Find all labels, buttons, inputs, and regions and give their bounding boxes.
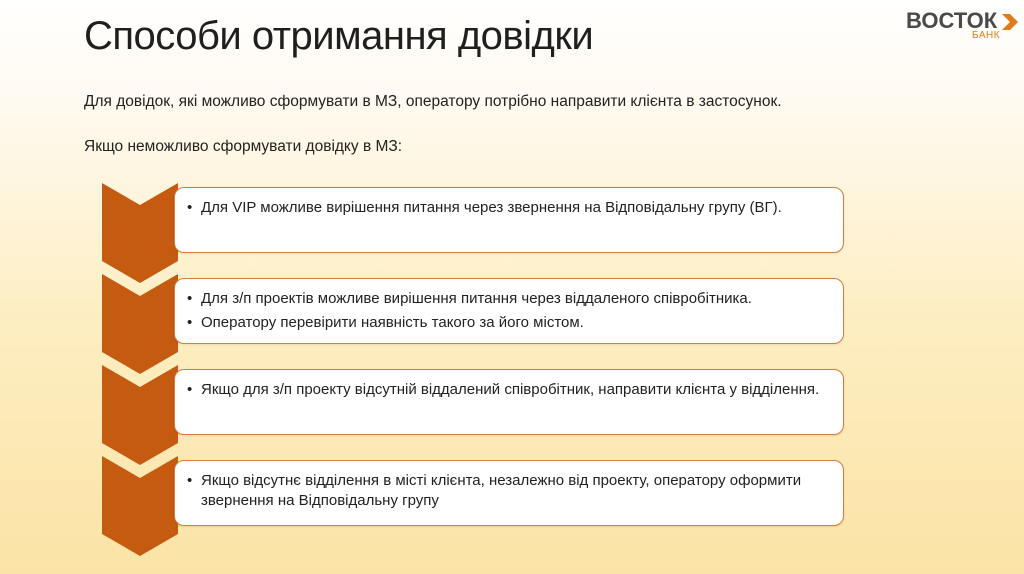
- page-title: Способи отримання довідки: [84, 14, 594, 58]
- step-box: [174, 278, 844, 344]
- chevron-down-icon: [102, 183, 178, 283]
- step-4: [102, 456, 848, 548]
- chevron-down-icon: [102, 274, 178, 374]
- logo-arrow-icon: [1000, 12, 1020, 32]
- step-box: [174, 369, 844, 435]
- intro-text: Для довідок, які можливо сформувати в МЗ, оператору потрібно направити клієнта в застосунок.: [84, 93, 782, 110]
- step-3: [102, 365, 848, 457]
- vostok-bank-logo: [906, 8, 1016, 48]
- step-2: [102, 274, 848, 366]
- step-bullet: • Оператору перевірити наявність такого за його містом.: [187, 313, 829, 333]
- step-bullet: • Для VIP можливе вирішення питання через звернення на Відповідальну групу (ВГ).: [187, 198, 829, 218]
- step-bullet: • Для з/п проектів можливе вирішення питання через віддаленого співробітника.: [187, 289, 829, 309]
- step-box: [174, 460, 844, 526]
- step-1: [102, 183, 848, 275]
- step-bullet: • Якщо для з/п проекту відсутній віддалений співробітник, направити клієнта у відділення.: [187, 380, 829, 400]
- intro-condition: Якщо неможливо сформувати довідку в МЗ:: [84, 138, 403, 155]
- process-steps: [102, 183, 848, 563]
- step-bullet: • Якщо відсутнє відділення в місті клієнта, незалежно від проекту, оператору оформити звернення на Відповідальну групу: [187, 471, 829, 511]
- chevron-down-icon: [102, 456, 178, 556]
- logo-sub: БАНК: [972, 30, 1001, 41]
- logo-word: ВОСТОК: [906, 8, 998, 33]
- chevron-down-icon: [102, 365, 178, 465]
- step-box: [174, 187, 844, 253]
